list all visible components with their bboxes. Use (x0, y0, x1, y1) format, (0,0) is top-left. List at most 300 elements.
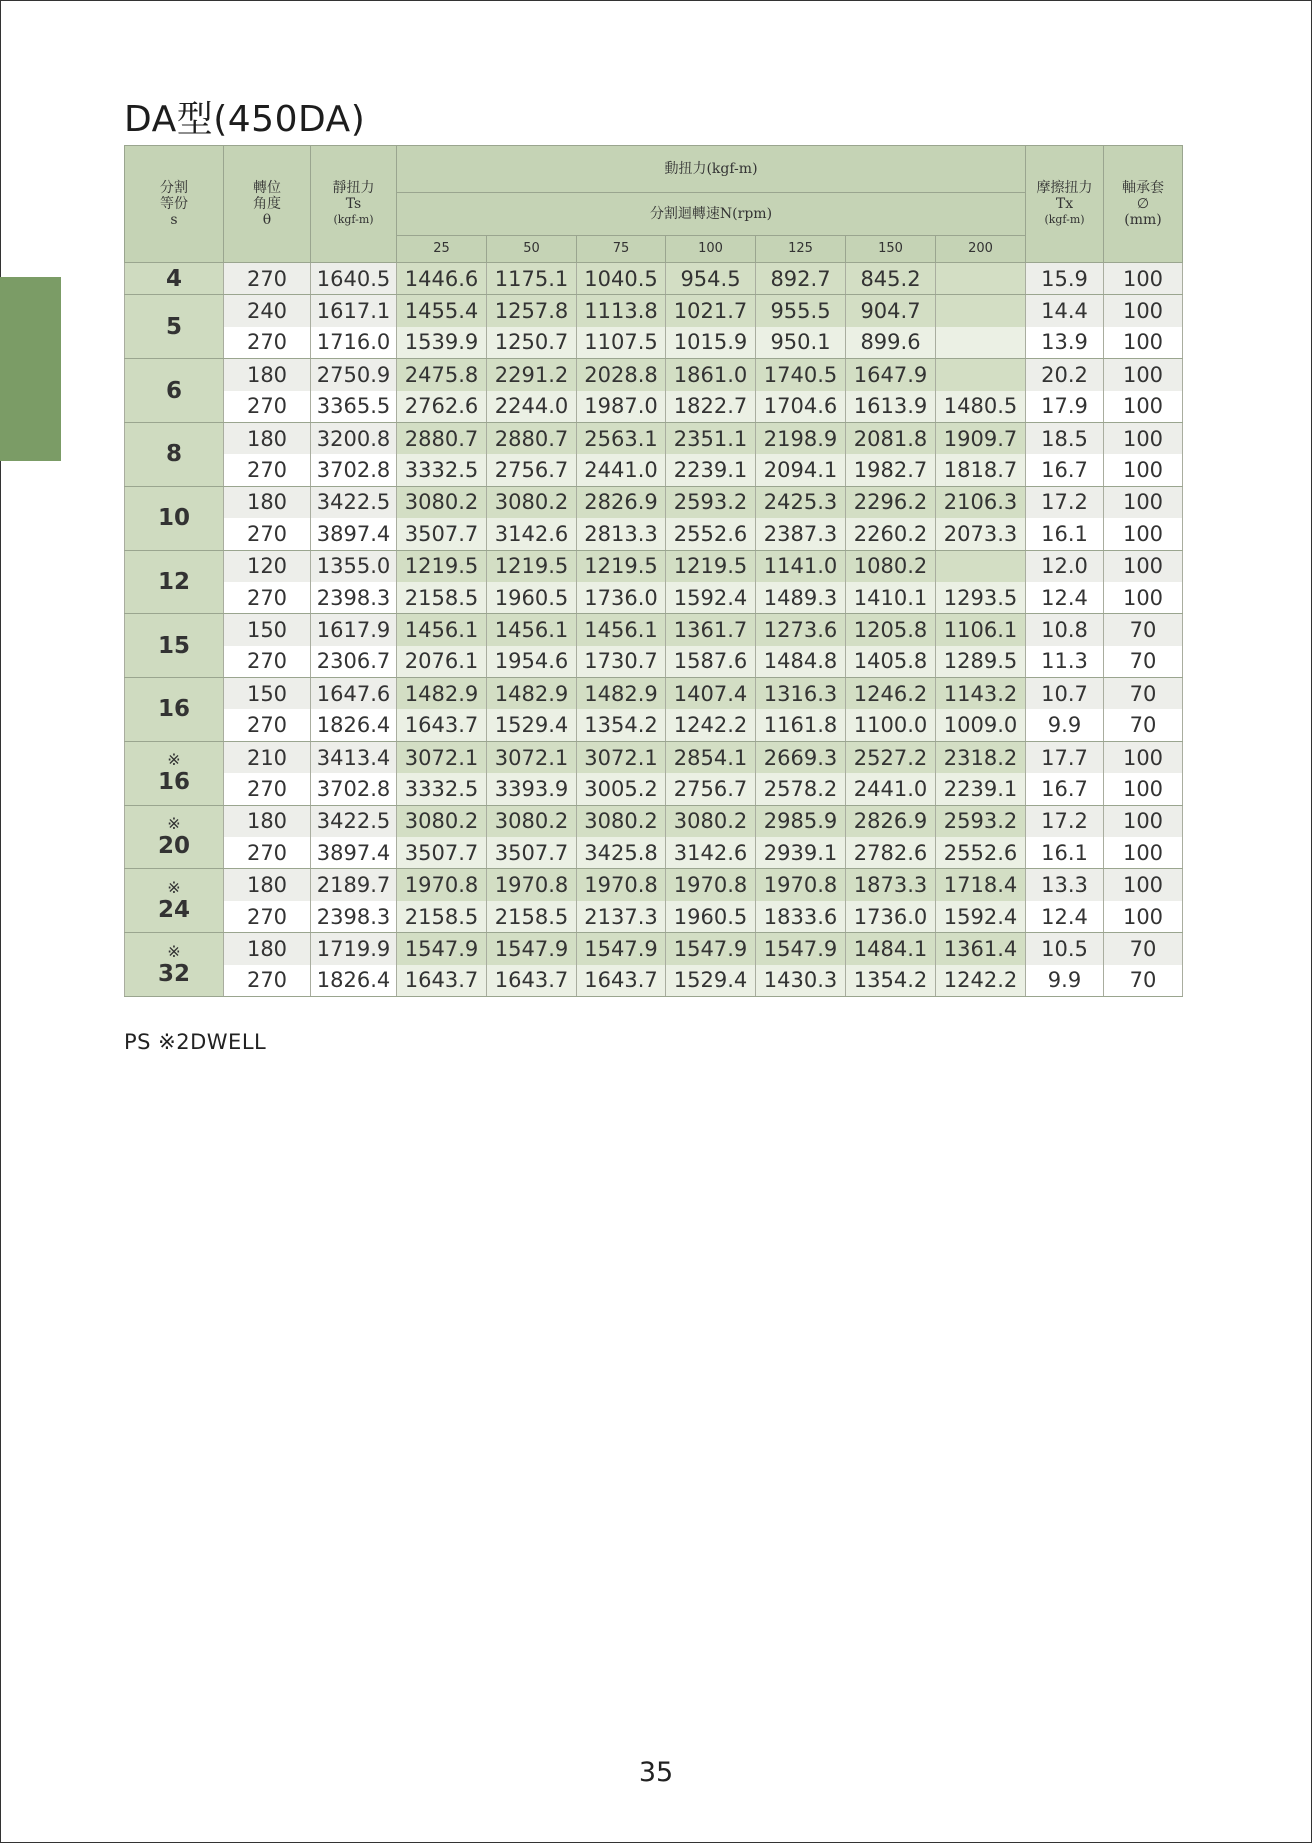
dynamic-torque-cell: 1547.9 (666, 933, 756, 965)
dynamic-torque-cell: 2387.3 (756, 518, 846, 550)
bearing-cell: 100 (1104, 327, 1183, 359)
page-number: 35 (638, 1757, 674, 1788)
dynamic-torque-cell: 1015.9 (666, 327, 756, 359)
table-row (125, 901, 1183, 933)
dynamic-torque-cell: 1529.4 (487, 709, 577, 741)
header-bearing (1104, 146, 1183, 263)
dynamic-torque-cell: 2669.3 (756, 741, 846, 773)
angle-cell: 180 (224, 422, 311, 454)
table-row (125, 869, 1183, 901)
dynamic-torque-cell: 1970.8 (666, 869, 756, 901)
dwell-mark: ※ (167, 877, 181, 897)
header-angle-line-1: 轉位 (253, 180, 281, 196)
static-torque-cell: 1617.1 (311, 295, 397, 327)
dynamic-torque-cell: 1861.0 (666, 359, 756, 391)
dynamic-torque-cell: 3080.2 (666, 805, 756, 837)
friction-torque-cell: 15.9 (1026, 263, 1104, 295)
bearing-cell: 70 (1104, 933, 1183, 965)
friction-torque-cell: 14.4 (1026, 295, 1104, 327)
dynamic-torque-cell: 1242.2 (936, 965, 1026, 997)
dynamic-torque-cell: 2260.2 (846, 518, 936, 550)
dynamic-torque-cell: 2441.0 (846, 773, 936, 805)
static-torque-cell: 1647.6 (311, 678, 397, 710)
division-value: 10 (157, 505, 190, 532)
dynamic-torque-cell: 2880.7 (397, 422, 487, 454)
dynamic-torque-cell: 2318.2 (936, 741, 1026, 773)
dynamic-torque-cell: 1219.5 (666, 550, 756, 582)
division-value: 6 (165, 377, 182, 404)
friction-torque-cell: 10.7 (1026, 678, 1104, 710)
header-speed-75: 75 (577, 236, 666, 263)
bearing-cell: 100 (1104, 869, 1183, 901)
dynamic-torque-cell: 1730.7 (577, 646, 666, 678)
table-row (125, 678, 1183, 710)
dynamic-torque-cell: 1361.7 (666, 614, 756, 646)
dynamic-torque-cell: 950.1 (756, 327, 846, 359)
header-speed-150: 150 (846, 236, 936, 263)
dynamic-torque-cell: 1613.9 (846, 391, 936, 423)
dynamic-torque-cell: 1410.1 (846, 582, 936, 614)
dynamic-torque-cell: 2291.2 (487, 359, 577, 391)
angle-cell: 270 (224, 646, 311, 678)
dynamic-torque-cell: 3507.7 (487, 837, 577, 869)
dynamic-torque-cell: 1484.1 (846, 933, 936, 965)
division-cell (125, 933, 224, 997)
angle-cell: 150 (224, 678, 311, 710)
header-ts-line-3: (kgf-m) (333, 213, 374, 226)
dynamic-torque-cell: 2028.8 (577, 359, 666, 391)
torque-spec-table (124, 145, 1183, 997)
friction-torque-cell: 13.9 (1026, 327, 1104, 359)
dynamic-torque-cell (936, 295, 1026, 327)
static-torque-cell: 1355.0 (311, 550, 397, 582)
dynamic-torque-cell: 1718.4 (936, 869, 1026, 901)
dynamic-torque-cell: 1954.6 (487, 646, 577, 678)
dynamic-torque-cell: 1273.6 (756, 614, 846, 646)
dynamic-torque-cell: 1740.5 (756, 359, 846, 391)
dynamic-torque-cell: 1647.9 (846, 359, 936, 391)
friction-torque-cell: 16.7 (1026, 454, 1104, 486)
dynamic-torque-cell: 1446.6 (397, 263, 487, 295)
table-row (125, 359, 1183, 391)
header-dynamic-torque: 動扭力(kgf-m) (397, 146, 1026, 193)
dynamic-torque-cell: 2475.8 (397, 359, 487, 391)
dynamic-torque-cell: 2826.9 (846, 805, 936, 837)
dynamic-torque-cell: 2106.3 (936, 486, 1026, 518)
header-bearing-line-1: 軸承套 (1122, 180, 1164, 196)
angle-cell: 180 (224, 486, 311, 518)
static-torque-cell: 3422.5 (311, 486, 397, 518)
header-angle-line-3: θ (262, 212, 272, 228)
table-body (125, 263, 1183, 997)
table-row (125, 263, 1183, 295)
table-row (125, 773, 1183, 805)
dynamic-torque-cell: 1643.7 (397, 709, 487, 741)
dynamic-torque-cell: 2552.6 (936, 837, 1026, 869)
friction-torque-cell: 9.9 (1026, 709, 1104, 741)
angle-cell: 270 (224, 327, 311, 359)
division-cell (125, 550, 224, 614)
division-cell (125, 295, 224, 359)
static-torque-cell: 3365.5 (311, 391, 397, 423)
dynamic-torque-cell: 1818.7 (936, 454, 1026, 486)
dynamic-torque-cell: 2593.2 (936, 805, 1026, 837)
dynamic-torque-cell: 1407.4 (666, 678, 756, 710)
static-torque-cell: 3413.4 (311, 741, 397, 773)
dynamic-torque-cell: 1040.5 (577, 263, 666, 295)
angle-cell: 180 (224, 933, 311, 965)
dynamic-torque-cell: 1484.8 (756, 646, 846, 678)
dwell-mark: ※ (167, 814, 181, 834)
friction-torque-cell: 9.9 (1026, 965, 1104, 997)
angle-cell: 270 (224, 837, 311, 869)
friction-torque-cell: 17.2 (1026, 486, 1104, 518)
table-row (125, 965, 1183, 997)
header-tx-line-2: Tx (1055, 196, 1074, 212)
dynamic-torque-cell: 1257.8 (487, 295, 577, 327)
dynamic-torque-cell: 1080.2 (846, 550, 936, 582)
friction-torque-cell: 16.7 (1026, 773, 1104, 805)
dynamic-torque-cell: 1529.4 (666, 965, 756, 997)
dynamic-torque-cell: 2158.5 (397, 582, 487, 614)
friction-torque-cell: 16.1 (1026, 837, 1104, 869)
dynamic-torque-cell: 2593.2 (666, 486, 756, 518)
header-s-line-1: 分割 (160, 180, 188, 196)
header-ts-line-2: Ts (345, 196, 362, 212)
division-value: 32 (157, 960, 190, 987)
division-cell (125, 359, 224, 423)
dynamic-torque-cell: 1547.9 (487, 933, 577, 965)
dynamic-torque-cell (936, 550, 1026, 582)
dynamic-torque-cell: 2563.1 (577, 422, 666, 454)
header-speed-25: 25 (397, 236, 487, 263)
bearing-cell: 100 (1104, 773, 1183, 805)
static-torque-cell: 3897.4 (311, 837, 397, 869)
dynamic-torque-cell: 1107.5 (577, 327, 666, 359)
dynamic-torque-cell: 3072.1 (577, 741, 666, 773)
dynamic-torque-cell (936, 263, 1026, 295)
dynamic-torque-cell: 1405.8 (846, 646, 936, 678)
bearing-cell: 100 (1104, 837, 1183, 869)
dynamic-torque-cell: 845.2 (846, 263, 936, 295)
friction-torque-cell: 20.2 (1026, 359, 1104, 391)
table-row (125, 741, 1183, 773)
dynamic-torque-cell: 3142.6 (487, 518, 577, 550)
static-torque-cell: 2750.9 (311, 359, 397, 391)
bearing-cell: 100 (1104, 295, 1183, 327)
dynamic-torque-cell: 2880.7 (487, 422, 577, 454)
dynamic-torque-cell: 2813.3 (577, 518, 666, 550)
dynamic-torque-cell: 955.5 (756, 295, 846, 327)
dynamic-torque-cell: 2073.3 (936, 518, 1026, 550)
friction-torque-cell: 17.2 (1026, 805, 1104, 837)
header-bearing-line-3: (mm) (1124, 212, 1162, 228)
static-torque-cell: 2189.7 (311, 869, 397, 901)
dynamic-torque-cell: 1970.8 (577, 869, 666, 901)
dynamic-torque-cell: 1246.2 (846, 678, 936, 710)
dynamic-torque-cell: 2076.1 (397, 646, 487, 678)
side-tab (0, 277, 61, 461)
static-torque-cell: 2398.3 (311, 901, 397, 933)
dynamic-torque-cell: 1960.5 (487, 582, 577, 614)
dynamic-torque-cell: 1293.5 (936, 582, 1026, 614)
static-torque-cell: 3897.4 (311, 518, 397, 550)
dynamic-torque-cell: 1113.8 (577, 295, 666, 327)
angle-cell: 270 (224, 518, 311, 550)
dynamic-torque-cell: 1489.3 (756, 582, 846, 614)
dynamic-torque-cell: 1547.9 (397, 933, 487, 965)
dynamic-torque-cell: 1009.0 (936, 709, 1026, 741)
header-tx-line-3: (kgf-m) (1044, 213, 1085, 226)
dynamic-torque-cell: 2425.3 (756, 486, 846, 518)
table-row (125, 614, 1183, 646)
dynamic-torque-cell: 1960.5 (666, 901, 756, 933)
static-torque-cell: 3422.5 (311, 805, 397, 837)
bearing-cell: 70 (1104, 678, 1183, 710)
dynamic-torque-cell: 1361.4 (936, 933, 1026, 965)
spec-table-container (124, 145, 1180, 997)
division-value: 24 (157, 896, 190, 923)
dynamic-torque-cell: 2985.9 (756, 805, 846, 837)
dynamic-torque-cell: 3507.7 (397, 518, 487, 550)
dynamic-torque-cell: 2239.1 (936, 773, 1026, 805)
table-row (125, 582, 1183, 614)
dynamic-torque-cell: 2351.1 (666, 422, 756, 454)
dynamic-torque-cell: 3332.5 (397, 773, 487, 805)
bearing-cell: 100 (1104, 550, 1183, 582)
angle-cell: 210 (224, 741, 311, 773)
dynamic-torque-cell: 1354.2 (846, 965, 936, 997)
table-row (125, 422, 1183, 454)
table-row (125, 646, 1183, 678)
angle-cell: 270 (224, 582, 311, 614)
page-title: DA型(450DA) (124, 99, 366, 140)
dynamic-torque-cell: 1736.0 (846, 901, 936, 933)
angle-cell: 180 (224, 869, 311, 901)
bearing-cell: 100 (1104, 422, 1183, 454)
header-tx-line-1: 摩擦扭力 (1036, 180, 1093, 196)
static-torque-cell: 1716.0 (311, 327, 397, 359)
friction-torque-cell: 13.3 (1026, 869, 1104, 901)
dynamic-torque-cell: 904.7 (846, 295, 936, 327)
bearing-cell: 100 (1104, 805, 1183, 837)
division-value: 12 (157, 568, 190, 595)
dynamic-torque-cell: 2094.1 (756, 454, 846, 486)
division-cell (125, 486, 224, 550)
dynamic-torque-cell: 1736.0 (577, 582, 666, 614)
angle-cell: 270 (224, 901, 311, 933)
dynamic-torque-cell: 1909.7 (936, 422, 1026, 454)
angle-cell: 270 (224, 709, 311, 741)
dynamic-torque-cell: 3080.2 (487, 486, 577, 518)
angle-cell: 180 (224, 359, 311, 391)
friction-torque-cell: 12.4 (1026, 582, 1104, 614)
dynamic-torque-cell: 1592.4 (666, 582, 756, 614)
dynamic-torque-cell: 1455.4 (397, 295, 487, 327)
dynamic-torque-cell: 1430.3 (756, 965, 846, 997)
dynamic-torque-cell: 1643.7 (487, 965, 577, 997)
dwell-mark: ※ (167, 750, 181, 770)
static-torque-cell: 3702.8 (311, 454, 397, 486)
friction-torque-cell: 12.0 (1026, 550, 1104, 582)
division-value: 4 (165, 265, 182, 292)
angle-cell: 270 (224, 263, 311, 295)
dynamic-torque-cell: 1480.5 (936, 391, 1026, 423)
dynamic-torque-cell: 2854.1 (666, 741, 756, 773)
dynamic-torque-cell: 1970.8 (756, 869, 846, 901)
table-row (125, 709, 1183, 741)
dynamic-torque-cell: 1175.1 (487, 263, 577, 295)
static-torque-cell: 1826.4 (311, 709, 397, 741)
dynamic-torque-cell: 1219.5 (487, 550, 577, 582)
dynamic-torque-cell: 2578.2 (756, 773, 846, 805)
header-speed-100: 100 (666, 236, 756, 263)
bearing-cell: 100 (1104, 582, 1183, 614)
static-torque-cell: 3200.8 (311, 422, 397, 454)
dynamic-torque-cell: 1982.7 (846, 454, 936, 486)
bearing-cell: 100 (1104, 901, 1183, 933)
dynamic-torque-cell: 892.7 (756, 263, 846, 295)
friction-torque-cell: 16.1 (1026, 518, 1104, 550)
bearing-cell: 100 (1104, 741, 1183, 773)
division-cell (125, 678, 224, 742)
bearing-cell: 70 (1104, 646, 1183, 678)
header-speed: 分割迴轉速N(rpm) (397, 193, 1026, 236)
division-cell (125, 741, 224, 805)
dynamic-torque-cell: 1643.7 (577, 965, 666, 997)
table-row (125, 454, 1183, 486)
header-speed-50: 50 (487, 236, 577, 263)
dynamic-torque-cell: 1106.1 (936, 614, 1026, 646)
static-torque-cell: 3702.8 (311, 773, 397, 805)
angle-cell: 270 (224, 454, 311, 486)
dynamic-torque-cell: 3080.2 (397, 486, 487, 518)
header-ts (311, 146, 397, 263)
header-angle (224, 146, 311, 263)
static-torque-cell: 1617.9 (311, 614, 397, 646)
division-value: 16 (157, 769, 190, 796)
dynamic-torque-cell: 1547.9 (577, 933, 666, 965)
dynamic-torque-cell: 1482.9 (487, 678, 577, 710)
dynamic-torque-cell: 1456.1 (397, 614, 487, 646)
dynamic-torque-cell: 1205.8 (846, 614, 936, 646)
angle-cell: 120 (224, 550, 311, 582)
header-bearing-line-2: ∅ (1136, 196, 1150, 212)
table-row (125, 295, 1183, 327)
table-row (125, 486, 1183, 518)
division-cell (125, 869, 224, 933)
dynamic-torque-cell: 2158.5 (397, 901, 487, 933)
angle-cell: 270 (224, 965, 311, 997)
dynamic-torque-cell: 1587.6 (666, 646, 756, 678)
table-row (125, 933, 1183, 965)
static-torque-cell: 2398.3 (311, 582, 397, 614)
dynamic-torque-cell: 1161.8 (756, 709, 846, 741)
dynamic-torque-cell: 2756.7 (487, 454, 577, 486)
dynamic-torque-cell: 2826.9 (577, 486, 666, 518)
dynamic-torque-cell: 3425.8 (577, 837, 666, 869)
header-s-line-2: 等份 (160, 196, 188, 212)
dynamic-torque-cell: 2527.2 (846, 741, 936, 773)
dynamic-torque-cell: 1643.7 (397, 965, 487, 997)
friction-torque-cell: 17.7 (1026, 741, 1104, 773)
dynamic-torque-cell: 1141.0 (756, 550, 846, 582)
table-header (125, 146, 1183, 263)
friction-torque-cell: 10.8 (1026, 614, 1104, 646)
angle-cell: 270 (224, 391, 311, 423)
angle-cell: 180 (224, 805, 311, 837)
bearing-cell: 100 (1104, 486, 1183, 518)
angle-cell: 240 (224, 295, 311, 327)
dynamic-torque-cell: 2762.6 (397, 391, 487, 423)
dynamic-torque-cell: 3393.9 (487, 773, 577, 805)
dynamic-torque-cell: 1482.9 (577, 678, 666, 710)
dynamic-torque-cell: 899.6 (846, 327, 936, 359)
dynamic-torque-cell: 1250.7 (487, 327, 577, 359)
dynamic-torque-cell: 3080.2 (487, 805, 577, 837)
dynamic-torque-cell: 3072.1 (487, 741, 577, 773)
dynamic-torque-cell: 1539.9 (397, 327, 487, 359)
dynamic-torque-cell: 3142.6 (666, 837, 756, 869)
dynamic-torque-cell: 2756.7 (666, 773, 756, 805)
dynamic-torque-cell: 1456.1 (487, 614, 577, 646)
dynamic-torque-cell: 2137.3 (577, 901, 666, 933)
dynamic-torque-cell: 2552.6 (666, 518, 756, 550)
division-cell (125, 805, 224, 869)
dynamic-torque-cell: 2239.1 (666, 454, 756, 486)
dynamic-torque-cell: 3072.1 (397, 741, 487, 773)
dynamic-torque-cell: 1219.5 (577, 550, 666, 582)
bearing-cell: 100 (1104, 391, 1183, 423)
table-row (125, 327, 1183, 359)
angle-cell: 150 (224, 614, 311, 646)
table-row (125, 391, 1183, 423)
dynamic-torque-cell: 3080.2 (577, 805, 666, 837)
footnote: PS ※2DWELL (124, 1030, 267, 1054)
friction-torque-cell: 18.5 (1026, 422, 1104, 454)
friction-torque-cell: 11.3 (1026, 646, 1104, 678)
dynamic-torque-cell: 1456.1 (577, 614, 666, 646)
division-value: 8 (165, 441, 182, 468)
division-cell (125, 614, 224, 678)
table-row (125, 518, 1183, 550)
friction-torque-cell: 12.4 (1026, 901, 1104, 933)
table-row (125, 837, 1183, 869)
dynamic-torque-cell: 1970.8 (487, 869, 577, 901)
bearing-cell: 70 (1104, 614, 1183, 646)
header-speed-200: 200 (936, 236, 1026, 263)
header-ts-line-1: 靜扭力 (332, 180, 375, 196)
friction-torque-cell: 17.9 (1026, 391, 1104, 423)
dynamic-torque-cell: 2782.6 (846, 837, 936, 869)
table-row (125, 550, 1183, 582)
dynamic-torque-cell: 1143.2 (936, 678, 1026, 710)
header-s (125, 146, 224, 263)
bearing-cell: 100 (1104, 263, 1183, 295)
static-torque-cell: 1719.9 (311, 933, 397, 965)
dynamic-torque-cell: 2081.8 (846, 422, 936, 454)
static-torque-cell: 1640.5 (311, 263, 397, 295)
dynamic-torque-cell: 1354.2 (577, 709, 666, 741)
dynamic-torque-cell: 1833.6 (756, 901, 846, 933)
dwell-mark: ※ (167, 941, 181, 961)
dynamic-torque-cell: 954.5 (666, 263, 756, 295)
dynamic-torque-cell: 1592.4 (936, 901, 1026, 933)
division-value: 15 (157, 632, 190, 659)
dynamic-torque-cell: 2198.9 (756, 422, 846, 454)
dynamic-torque-cell: 2441.0 (577, 454, 666, 486)
bearing-cell: 70 (1104, 965, 1183, 997)
